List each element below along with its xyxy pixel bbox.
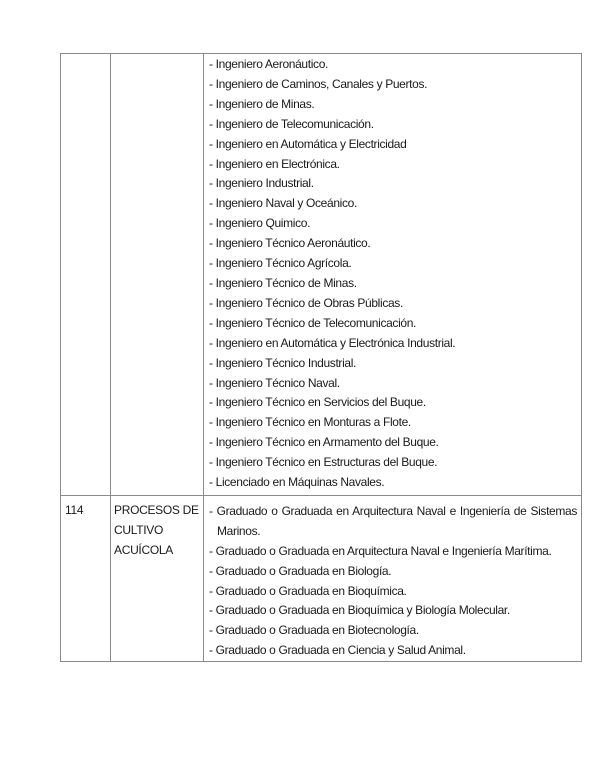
module-name-line: ACUÍCOLA <box>114 542 173 557</box>
module-name-cell <box>111 495 204 661</box>
list-item: - Ingeniero Técnico de Minas. <box>209 275 357 290</box>
list-item: - Ingeniero Quimico. <box>209 216 311 231</box>
list-item: - Graduado o Graduada en Biotecnología. <box>209 623 419 638</box>
list-item: - Graduado o Graduada en Bioquímica y Biología Molecular. <box>209 603 510 618</box>
list-item: - Ingeniero en Automática y Electricidad <box>209 136 407 151</box>
list-item: - Ingeniero Técnico Agrícola. <box>209 256 352 271</box>
list-item: - Ingeniero Técnico de Obras Públicas. <box>209 295 403 310</box>
list-item: - Ingeniero Aeronáutico. <box>209 57 329 71</box>
list-item: - Ingeniero Técnico en Monturas a Flote. <box>209 415 411 430</box>
module-name-line: CULTIVO <box>114 522 164 537</box>
list-item: - Graduado o Graduada en Arquitectura Naval e Ingeniería Marítima. <box>209 543 552 558</box>
list-item: - Graduado o Graduada en Bioquímica. <box>209 583 407 598</box>
list-item: - Ingeniero Técnico Aeronáutico. <box>209 236 371 251</box>
module-code-cell <box>61 54 111 496</box>
list-item: - Graduado o Graduada en Ciencia y Salud Animal. <box>209 643 466 658</box>
degree-list <box>204 54 581 495</box>
table-row <box>61 495 582 661</box>
list-item: - Ingeniero de Telecomunicación. <box>209 116 374 131</box>
list-item: - Graduado o Graduada en Biología. <box>209 563 392 578</box>
list-item: - Ingeniero Naval y Oceánico. <box>209 196 357 211</box>
list-item: - Ingeniero en Automática y Electrónica Industrial. <box>209 335 456 350</box>
list-item: - Ingeniero Técnico en Servicios del Buque. <box>209 395 426 410</box>
degrees-cell <box>204 495 582 661</box>
list-item: - Ingeniero Técnico en Estructuras del Buque. <box>209 455 438 470</box>
list-item: - Ingeniero Técnico de Telecomunicación. <box>209 315 417 330</box>
list-item: - Graduado o Graduada en Arquitectura Naval e Ingeniería de Sistemas Marinos. <box>209 503 577 538</box>
list-item: - Ingeniero Técnico Industrial. <box>209 355 357 370</box>
list-item: - Ingeniero en Electrónica. <box>209 156 340 171</box>
degrees-cell <box>204 54 582 496</box>
module-name-cell <box>111 54 204 496</box>
qualifications-table <box>60 53 582 662</box>
module-code-cell: 114 <box>61 495 111 661</box>
list-item: - Ingeniero de Minas. <box>209 96 315 111</box>
list-item: - Licenciado en Máquinas Navales. <box>209 475 385 490</box>
module-name-line: PROCESOS DE <box>114 502 199 517</box>
list-item: - Ingeniero Técnico en Armamento del Buque. <box>209 435 439 450</box>
list-item: - Ingeniero de Caminos, Canales y Puertos. <box>209 76 428 91</box>
table-row <box>61 54 582 496</box>
list-item: - Ingeniero Técnico Naval. <box>209 375 340 390</box>
list-item: - Ingeniero Industrial. <box>209 176 314 191</box>
degree-list <box>204 496 581 661</box>
